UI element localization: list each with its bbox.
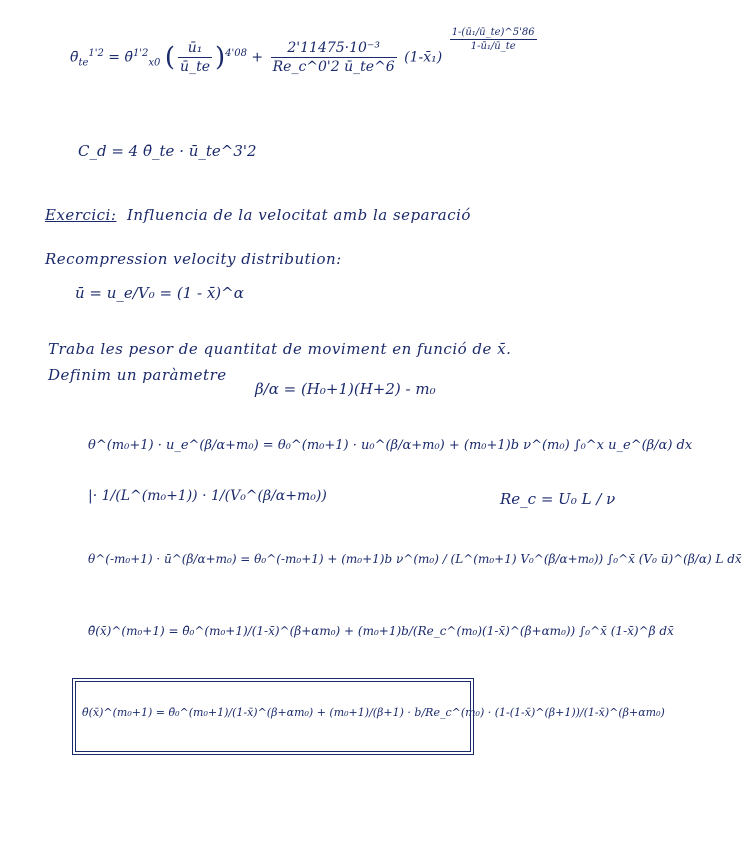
param-equation: β/α = (H₀+1)(H+2) - m₀ — [255, 380, 436, 398]
section-title: Exercici: — [45, 206, 117, 224]
traba-line: Traba les pesor de quantitat de moviment en funció de x̄. — [48, 340, 512, 358]
u1-over-ute: $\frac{\text{ū₁}}{ū\_te}$ — [180, 40, 210, 75]
one-minus-x1: (1-x̄₁) — [404, 49, 443, 66]
definim-line: Definim un paràmetre — [48, 366, 227, 384]
nondimensional-equation: θ^(-m₀+1) · ū^(β/α+m₀) = θ₀^(-m₀+1) + (m₀+1)b ν^(m₀) / (L^(m₀+1) V₀^(β/α+m₀)) ∫₀^x̄ (V₀ ū)^(β/α) L dx̄ — [88, 552, 742, 566]
reynolds-definition: Re_c = U₀ L / ν — [500, 490, 616, 508]
final-result-equation: θ̄(x̄)^(m₀+1) = θ̄₀^(m₀+1)/(1-x̄)^(β+αm₀) + (m₀+1)/(β+1) · b/Re_c^(m₀) · (1-(1-x̄)^(β+1))/(1-x̄)^(β+αm₀) — [82, 706, 665, 719]
recompression-line: Recompression velocity distribution: — [45, 250, 342, 268]
theta-x0-sub: x0 — [148, 57, 161, 69]
section-text: Influencia de la velocitat amb la separació — [126, 206, 471, 224]
momentum-equation: θ^(m₀+1) · u_e^(β/α+m₀) = θ₀^(m₀+1) · u₀^(β/α+m₀) + (m₀+1)b ν^(m₀) ∫₀^x u_e^(β/α) dx — [88, 438, 693, 453]
theta-x0-symbol: θ̄ — [124, 49, 133, 66]
theta-te-sub: te — [78, 57, 89, 69]
theta-integral-equation: θ̄(x̄)^(m₀+1) = θ̄₀^(m₀+1)/(1-x̄)^(β+αm₀) + (m₀+1)b/(Re_c^(m₀)(1-x̄)^(β+αm₀)) ∫₀^x̄ (1-x̄)^β dx̄ — [88, 624, 674, 638]
exponent-408: 4'08 — [225, 47, 247, 59]
theta-te-symbol: θ̄ — [70, 49, 79, 66]
velocity-lhs: ū = u_e/V₀ — [75, 284, 155, 302]
exponent-fraction: $\frac{\text{1-(ū₁/ū\_te)\textasciicircum{}5'86}}{\text{1-ū₁/ū\_te}}$ — [451, 27, 535, 52]
theta-x0-exp: 1'2 — [132, 47, 149, 59]
velocity-rhs: = (1 - x̄)^α — [159, 284, 244, 302]
normalization-line: |· 1/(L^(m₀+1)) · 1/(V₀^(β/α+m₀)) — [88, 488, 327, 504]
coef-fraction: $\frac{\text{2'11475·10⁻³}}{Re\_c\^{}0'2 ū\_te\^{}6}$ — [272, 40, 395, 75]
section-heading — [45, 206, 471, 224]
theta-te-exp: 1'2 — [88, 47, 104, 59]
equation-cd: C_d = 4 θ̄_te · ū_te^3'2 — [78, 142, 257, 160]
velocity-equation — [75, 284, 244, 302]
equation-theta-te: $\thetā_{te}^{1'2}$ = θ̄$^{1'2}_{x0}$ ( $\frac{\text{ū₁}}{ū\_te}$ )$^{4'08}$ + $\frac{\text{2'11475·10⁻³}}{Re\_c\^{}0'2 ū\_te\^{}6}$ (1-x̄₁) $\frac{\text{1-(ū₁/ū\_te)\textasciicircum{}5'86}}{\text{1-ū₁/ū\_te}}$ — [70, 27, 535, 75]
